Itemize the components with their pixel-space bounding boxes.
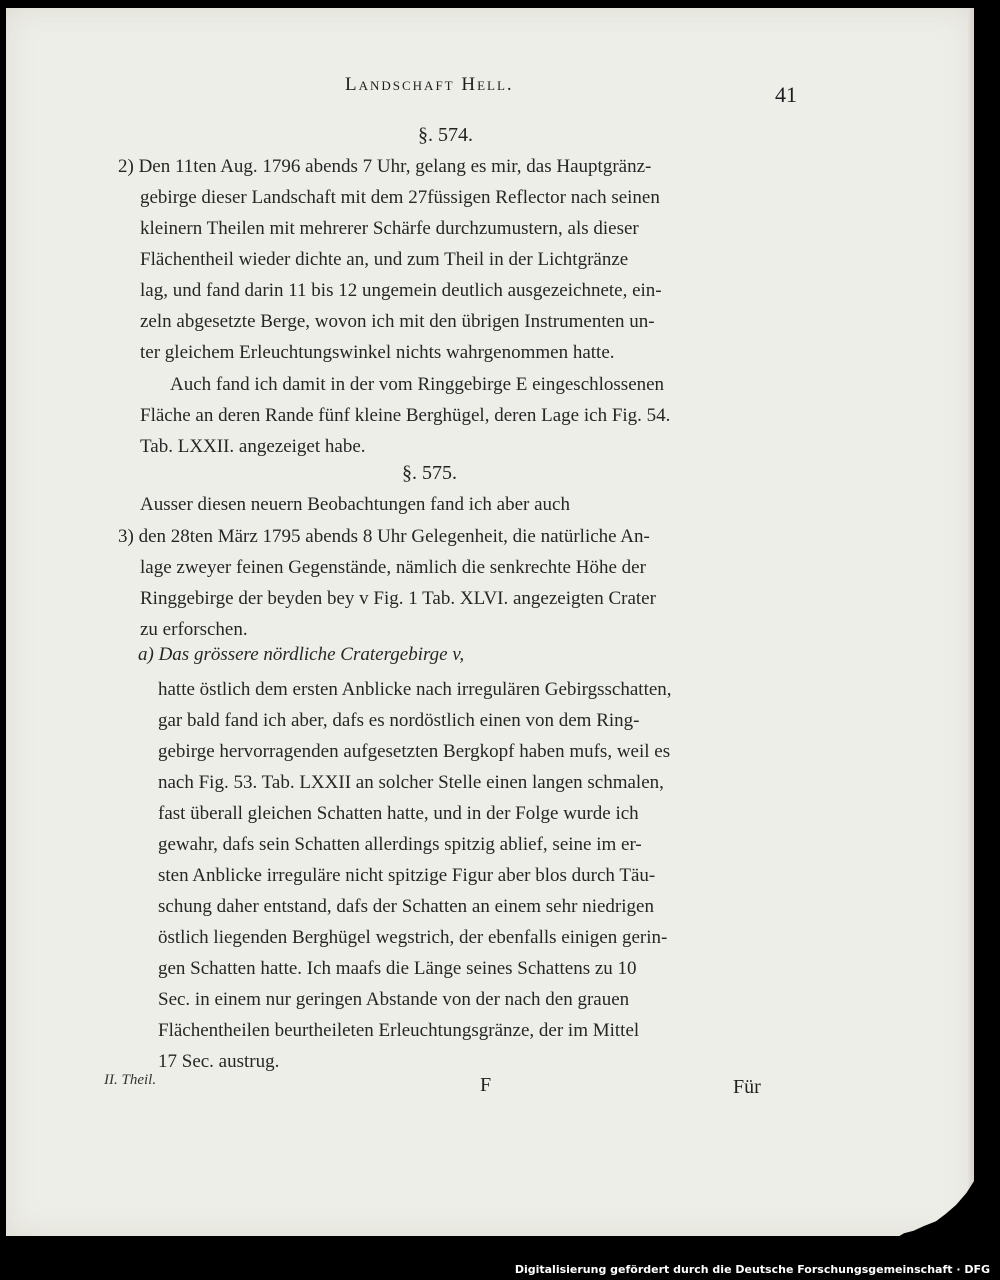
page-edge	[968, 8, 974, 1236]
dfg-credit: Digitalisierung gefördert durch die Deutsche Forschungsgemeinschaft · DFG	[514, 1263, 990, 1276]
section-heading-574: §. 574.	[418, 124, 473, 146]
catchword: Für	[733, 1076, 761, 1098]
text-line: Tab. LXXII. angezeiget habe.	[140, 436, 366, 457]
torn-corner	[896, 1178, 976, 1238]
text-line: sten Anblicke irreguläre nicht spitzige Figur aber blos durch Täu-	[158, 865, 656, 886]
text-line: gar bald fand ich aber, dafs es nordöstlich einen von dem Ring-	[158, 710, 640, 731]
text-line: gewahr, dafs sein Schatten allerdings spitzig ablief, seine im er-	[158, 834, 642, 855]
volume-note: II. Theil.	[104, 1072, 157, 1088]
text-line: kleinern Theilen mit mehrerer Schärfe durchzumustern, als dieser	[140, 218, 639, 239]
text-line: Flächentheilen beurtheileten Erleuchtungsgränze, der im Mittel	[158, 1020, 640, 1041]
signature-mark: F	[480, 1074, 492, 1096]
text-line: hatte östlich dem ersten Anblicke nach irregulären Gebirgsschatten,	[158, 679, 672, 700]
text-line: Ausser diesen neuern Beobachtungen fand ich aber auch	[140, 494, 570, 515]
text-line: 17 Sec. austrug.	[158, 1051, 280, 1072]
running-head: Landschaft Hell.	[345, 74, 514, 95]
text-line: Flächentheil wieder dichte an, und zum Theil in der Lichtgränze	[140, 249, 629, 270]
text-line: 2) Den 11ten Aug. 1796 abends 7 Uhr, gelang es mir, das Hauptgränz-	[118, 156, 652, 177]
text-line: lag, und fand darin 11 bis 12 ungemein deutlich ausgezeichnete, ein-	[140, 280, 662, 301]
text-line: zeln abgesetzte Berge, wovon ich mit den übrigen Instrumenten un-	[140, 311, 655, 332]
section-heading-575: §. 575.	[402, 462, 457, 484]
text-line: Auch fand ich damit in der vom Ringgebirge E eingeschlossenen	[170, 374, 665, 395]
subsection-heading: a) Das grössere nördliche Cratergebirge v,	[138, 644, 465, 665]
text-line: schung daher entstand, dafs der Schatten an einem sehr niedrigen	[158, 896, 654, 917]
text-line: ter gleichem Erleuchtungswinkel nichts wahrgenommen hatte.	[140, 342, 615, 363]
text-line: Sec. in einem nur geringen Abstande von der nach den grauen	[158, 989, 630, 1010]
text-line: gebirge hervorragenden aufgesetzten Bergkopf haben mufs, weil es	[158, 741, 671, 762]
text-line: nach Fig. 53. Tab. LXXII an solcher Stelle einen langen schmalen,	[158, 772, 664, 793]
text-line: Fläche an deren Rande fünf kleine Berghügel, deren Lage ich Fig. 54.	[140, 405, 671, 426]
page-number: 41	[775, 82, 797, 107]
text-line: zu erforschen.	[140, 619, 248, 640]
text-line: gen Schatten hatte. Ich maafs die Länge seines Schattens zu 10	[158, 958, 637, 979]
text-line: lage zweyer feinen Gegenstände, nämlich die senkrechte Höhe der	[140, 557, 646, 578]
text-line: fast überall gleichen Schatten hatte, und in der Folge wurde ich	[158, 803, 639, 824]
text-line: 3) den 28ten März 1795 abends 8 Uhr Gelegenheit, die natürliche An-	[118, 526, 650, 547]
text-line: Ringgebirge der beyden bey v Fig. 1 Tab. XLVI. angezeigten Crater	[140, 588, 656, 609]
text-line: gebirge dieser Landschaft mit dem 27füssigen Reflector nach seinen	[140, 187, 660, 208]
text-line: östlich liegenden Berghügel wegstrich, der ebenfalls einigen gerin-	[158, 927, 668, 948]
